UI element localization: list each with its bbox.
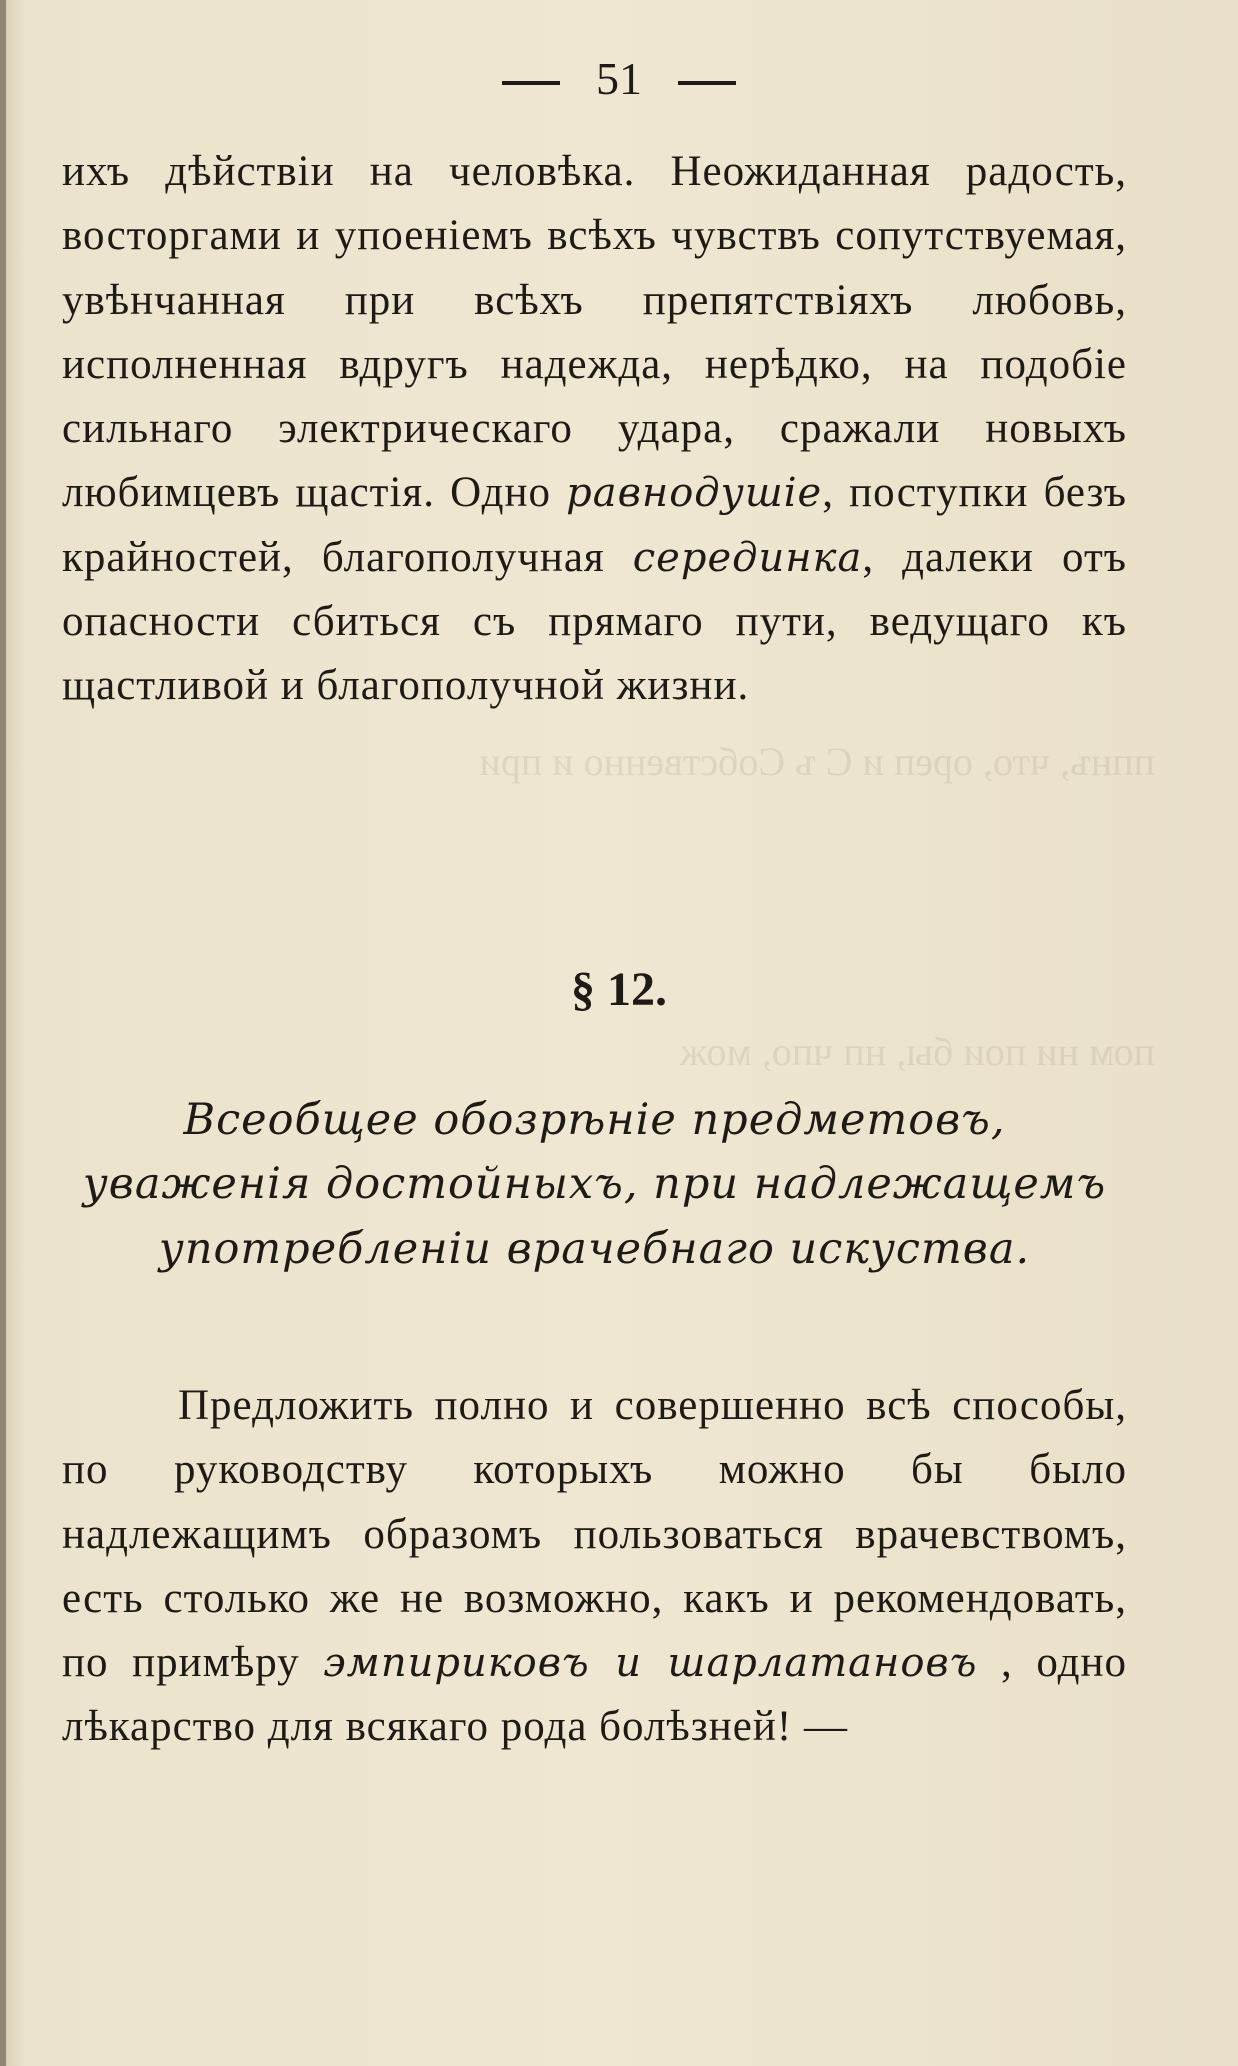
- paragraph-2-text-a: Предложить полно и совершенно всѣ способы, по руководству которыхъ можно бы было надлежащимъ образомъ пользоваться врачевствомъ, есть столько же не возможно, какъ и рекомендовать, по примѣру: [62, 1382, 1127, 1687]
- book-spine-edge: [0, 0, 6, 2066]
- paragraph-1-text-a: ихъ дѣйствіи на человѣка. Неожиданная радость, восторгами и упоеніемъ всѣхъ чувствъ сопутствуемая, увѣнчанная при всѣхъ препятствіяхъ любовь, исполненная вдругъ надежда, нерѣдко, на подобіе сильнаго электрическаго удара, сражали новыхъ любимцевъ щастія. Одно: [62, 148, 1127, 517]
- section-number: § 12.: [571, 963, 667, 1016]
- header-dash-right: [678, 81, 736, 85]
- paragraph-2: [62, 1374, 1127, 1760]
- paragraph-2-italic-empirikov: эмпириковъ и шарлатановъ: [323, 1640, 978, 1687]
- paragraph-2-text-b: , одно лѣкарство для всякаго рода болѣзней! —: [62, 1639, 1128, 1751]
- paragraph-1-italic-ravnodushie: равнодушіе: [566, 470, 823, 517]
- paragraph-1: [62, 140, 1127, 719]
- page-header: [0, 52, 1238, 105]
- bleed-through-texture: ппнъ, что, ореп и С ъ Собственно и при: [479, 739, 1155, 784]
- paragraph-1-text-c: , далеки отъ опасности сбиться съ прямаго пути, ведущаго къ щастливой и благополучной жизни.: [62, 533, 1127, 710]
- section-heading: Всеобщее обозрѣніе предметовъ, уваженія достойныхъ, при надлежащемъ употребленіи врачебнаго искуства.: [82, 1095, 1107, 1274]
- header-dash-left: [502, 81, 560, 85]
- bleed-through-texture-2: пом ни пои бы, нп чпо, мож: [679, 1029, 1155, 1074]
- page-number: 51: [596, 53, 642, 104]
- paragraph-1-italic-seredinka: серединка: [632, 534, 863, 581]
- paragraph-1-text-b: , поступки безъ крайностей, благополучная: [62, 469, 1127, 581]
